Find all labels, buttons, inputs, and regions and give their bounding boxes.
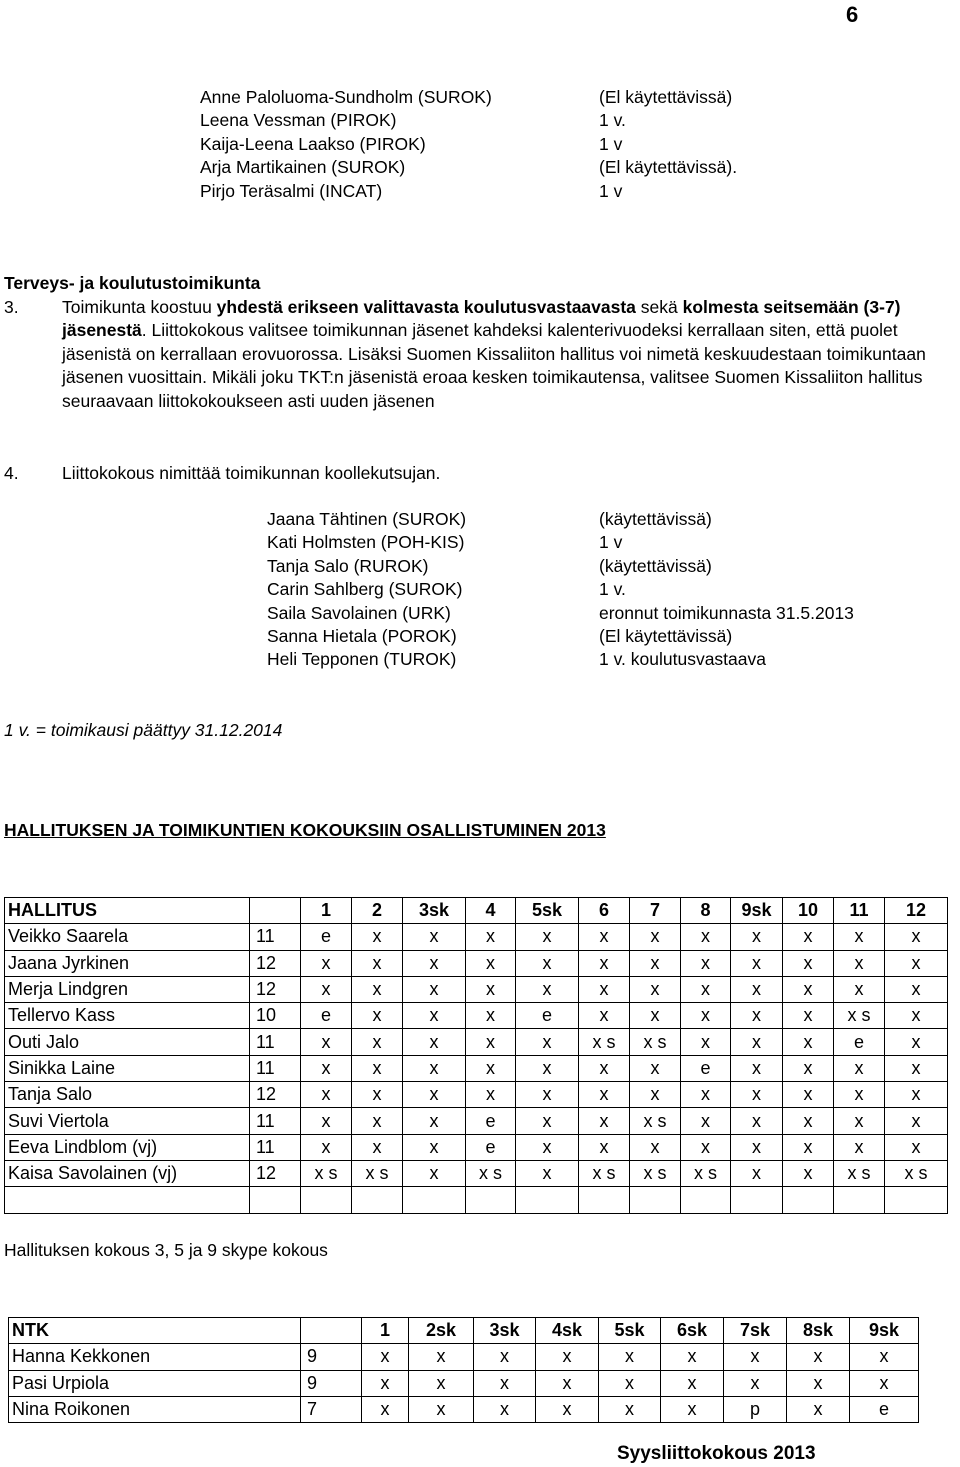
member-name-cell: Veikko Saarela	[5, 924, 250, 950]
attendance-cell: x	[403, 950, 466, 976]
attendance-cell: x	[885, 1108, 948, 1134]
table-header-row	[9, 1318, 919, 1344]
attendance-cell: e	[850, 1396, 919, 1422]
member-status: 1 v. koulutusvastaava	[599, 649, 766, 670]
attendance-cell: x	[403, 1029, 466, 1055]
attendance-cell: 7sk	[724, 1318, 787, 1344]
member-name-cell: Tellervo Kass	[5, 1003, 250, 1029]
member-name: Carin Sahlberg (SUROK)	[267, 579, 463, 600]
attendance-cell: x	[630, 924, 681, 950]
attendance-cell: x	[474, 1396, 536, 1422]
attendance-cell: x	[885, 950, 948, 976]
attendance-cell: x	[403, 1160, 466, 1186]
attendance-cell: x	[834, 1134, 885, 1160]
attendance-cell: x	[466, 924, 516, 950]
attendance-cell: e	[516, 1003, 579, 1029]
attendance-cell: p	[724, 1396, 787, 1422]
attendance-cell: e	[466, 1108, 516, 1134]
attendance-cell: x	[661, 1396, 724, 1422]
attendance-cell: x	[579, 950, 630, 976]
table-row	[5, 1160, 948, 1186]
attendance-cell: x	[661, 1370, 724, 1396]
attendance-cell: x	[885, 976, 948, 1002]
committee-member-list	[267, 508, 927, 672]
attendance-cell: 9sk	[731, 898, 783, 924]
member-name: Arja Martikainen (SUROK)	[200, 157, 406, 178]
attendance-cell: x	[834, 1108, 885, 1134]
page-number: 6	[846, 2, 859, 27]
item-4-number: 4.	[4, 463, 19, 483]
attendance-cell: x	[301, 1108, 352, 1134]
member-name: Heli Tepponen (TUROK)	[267, 649, 457, 670]
attendance-cell: x	[579, 1108, 630, 1134]
member-name: Sanna Hietala (POROK)	[267, 625, 457, 646]
attendance-cell: x	[783, 1108, 834, 1134]
member-name: Pirjo Teräsalmi (INCAT)	[200, 180, 383, 201]
member-row	[267, 578, 927, 601]
member-name-cell: Tanja Salo	[5, 1082, 250, 1108]
count-cell: 12	[250, 1160, 301, 1186]
attendance-cell: x	[516, 1160, 579, 1186]
attendance-cell	[885, 1187, 948, 1213]
term-note: 1 v. = toimikausi päättyy 31.12.2014	[4, 720, 283, 740]
attendance-cell: x s	[630, 1160, 681, 1186]
attendance-cell: x	[630, 1003, 681, 1029]
member-name: Tanja Salo (RUROK)	[267, 555, 429, 576]
skype-note: Hallituksen kokous 3, 5 ja 9 skype kokous	[4, 1240, 328, 1260]
attendance-cell: x	[599, 1370, 661, 1396]
attendance-cell: x	[681, 924, 731, 950]
attendance-cell: x s	[834, 1003, 885, 1029]
member-status: 1 v.	[599, 579, 626, 600]
member-status: (käytettävissä)	[599, 555, 712, 576]
count-cell: 12	[250, 976, 301, 1002]
attendance-cell: 4	[466, 898, 516, 924]
attendance-cell: 12	[885, 898, 948, 924]
member-name: Kati Holmsten (POH-KIS)	[267, 532, 465, 553]
count-cell	[250, 1187, 301, 1213]
attendance-cell: 9sk	[850, 1318, 919, 1344]
attendance-cell: x s	[834, 1160, 885, 1186]
attendance-cell: x	[362, 1344, 409, 1370]
attendance-cell: 8	[681, 898, 731, 924]
attendance-cell: x	[474, 1370, 536, 1396]
member-status: 1 v	[599, 532, 623, 553]
attendance-cell: x	[885, 1003, 948, 1029]
attendance-cell: x	[783, 1055, 834, 1081]
attendance-cell: x	[681, 950, 731, 976]
board-member-list	[200, 86, 820, 203]
attendance-cell	[579, 1187, 630, 1213]
count-cell	[250, 898, 301, 924]
committee-rules-paragraph: Toimikunta koostuu yhdestä erikseen valittavasta koulutusvastaavasta sekä kolmesta seitsemään (3-7) jäsenestä. Liittokokous valitsee toimikunnan jäsenet kahdeksi kalenterivuodeksi kerrallaan siten, että puolet jäsenistä on kerrallaan erovuorossa. Lisäksi Suomen Kissaliiton hallitus voi nimetä keskuudestaan toimikuntaan jäsenen vuosittain. Mikäli joku TKT:n jäsenistä eroaa kesken toimikautensa, valitsee Suomen Kissaliiton hallitus seuraavaan liittokokoukseen asti uuden jäsenen	[62, 297, 926, 411]
attendance-cell: x s	[630, 1108, 681, 1134]
member-name-cell	[5, 1187, 250, 1213]
attendance-cell: x	[516, 1055, 579, 1081]
attendance-cell: 10	[783, 898, 834, 924]
attendance-cell: x	[579, 1003, 630, 1029]
member-name: Anne Paloluoma-Sundholm (SUROK)	[200, 87, 492, 107]
hallitus-attendance-table	[4, 897, 948, 1214]
attendance-cell: x	[783, 1134, 834, 1160]
attendance-cell: x	[787, 1396, 850, 1422]
member-name-cell: Merja Lindgren	[5, 976, 250, 1002]
attendance-cell: x	[474, 1344, 536, 1370]
table-row	[5, 950, 948, 976]
count-cell: 11	[250, 1055, 301, 1081]
attendance-cell: e	[834, 1029, 885, 1055]
attendance-cell: x	[516, 1082, 579, 1108]
member-name: Leena Vessman (PIROK)	[200, 110, 397, 131]
member-status: (käytettävissä)	[599, 509, 712, 529]
attendance-cell: 7	[630, 898, 681, 924]
attendance-cell: e	[466, 1134, 516, 1160]
attendance-cell: x	[681, 1108, 731, 1134]
attendance-cell: x	[681, 1134, 731, 1160]
attendance-cell: x	[352, 1055, 403, 1081]
attendance-cell: x	[630, 1134, 681, 1160]
attendance-cell: x s	[630, 1029, 681, 1055]
attendance-cell	[352, 1187, 403, 1213]
attendance-cell: 2sk	[409, 1318, 474, 1344]
attendance-cell	[630, 1187, 681, 1213]
attendance-cell: x	[599, 1396, 661, 1422]
attendance-cell: x	[731, 924, 783, 950]
attendance-cell: x	[834, 950, 885, 976]
attendance-cell: x	[516, 1029, 579, 1055]
attendance-cell: x	[403, 976, 466, 1002]
attendance-cell: x	[352, 950, 403, 976]
member-row	[267, 508, 927, 531]
attendance-cell: x	[885, 1055, 948, 1081]
attendance-cell	[301, 1187, 352, 1213]
count-cell: 11	[250, 1108, 301, 1134]
attendance-cell: x	[681, 1029, 731, 1055]
count-cell: 12	[250, 1082, 301, 1108]
attendance-cell: x	[466, 1003, 516, 1029]
page-footer: Syysliittokokous 2013	[617, 1443, 816, 1464]
attendance-cell: 1	[301, 898, 352, 924]
attendance-cell: x s	[466, 1160, 516, 1186]
member-name-cell: Nina Roikonen	[9, 1396, 301, 1422]
attendance-cell: x	[681, 976, 731, 1002]
member-row	[200, 180, 820, 203]
attendance-cell: x	[850, 1370, 919, 1396]
count-cell: 7	[301, 1396, 362, 1422]
member-row	[200, 109, 820, 132]
member-name-cell: Jaana Jyrkinen	[5, 950, 250, 976]
attendance-cell: x	[301, 950, 352, 976]
attendance-cell: x	[409, 1344, 474, 1370]
count-cell: 11	[250, 1134, 301, 1160]
attendance-cell: x	[885, 924, 948, 950]
member-row	[267, 602, 927, 625]
attendance-cell	[783, 1187, 834, 1213]
member-status: (El käytettävissä)	[599, 87, 733, 107]
count-cell: 9	[301, 1370, 362, 1396]
member-status: 1 v	[599, 180, 623, 201]
attendance-cell: x	[661, 1344, 724, 1370]
member-name-cell: Kaisa Savolainen (vj)	[5, 1160, 250, 1186]
attendance-cell: x	[403, 924, 466, 950]
attendance-cell: x	[834, 1082, 885, 1108]
attendance-cell: x	[834, 924, 885, 950]
attendance-cell: x	[731, 976, 783, 1002]
count-cell: 12	[250, 950, 301, 976]
member-name-cell: Outi Jalo	[5, 1029, 250, 1055]
attendance-cell: x	[403, 1134, 466, 1160]
attendance-cell: x	[885, 1029, 948, 1055]
attendance-cell: x	[466, 976, 516, 1002]
attendance-cell: x	[579, 1082, 630, 1108]
attendance-cell: 1	[362, 1318, 409, 1344]
attendance-cell: x	[403, 1108, 466, 1134]
attendance-cell: x	[885, 1134, 948, 1160]
attendance-cell: x	[731, 1108, 783, 1134]
attendance-cell: x	[731, 1055, 783, 1081]
member-row	[200, 156, 820, 179]
attendance-cell: x	[724, 1370, 787, 1396]
attendance-cell: x	[724, 1344, 787, 1370]
table-row	[5, 1029, 948, 1055]
attendance-cell: x	[599, 1344, 661, 1370]
attendance-cell: 11	[834, 898, 885, 924]
attendance-cell: x	[301, 1134, 352, 1160]
count-cell: 9	[301, 1344, 362, 1370]
attendance-cell: x	[536, 1344, 599, 1370]
attendance-cell: x	[630, 1082, 681, 1108]
attendance-cell: x	[352, 1003, 403, 1029]
member-row	[267, 648, 927, 671]
attendance-cell	[731, 1187, 783, 1213]
attendance-cell: 8sk	[787, 1318, 850, 1344]
attendance-cell: x	[787, 1344, 850, 1370]
member-name-cell: Suvi Viertola	[5, 1108, 250, 1134]
attendance-cell: x	[783, 1029, 834, 1055]
section-heading: HALLITUKSEN JA TOIMIKUNTIEN KOKOUKSIIN OSALLISTUMINEN 2013	[4, 820, 606, 840]
attendance-cell: x	[731, 1029, 783, 1055]
attendance-cell: x	[834, 976, 885, 1002]
member-name-cell: Eeva Lindblom (vj)	[5, 1134, 250, 1160]
attendance-cell: x	[466, 1082, 516, 1108]
attendance-cell: x	[536, 1396, 599, 1422]
attendance-cell: x	[731, 1134, 783, 1160]
member-name: Jaana Tähtinen (SUROK)	[267, 509, 467, 529]
item-4-text: Liittokokous nimittää toimikunnan koollekutsujan.	[62, 463, 441, 483]
attendance-cell: x	[301, 1055, 352, 1081]
attendance-cell: 3sk	[474, 1318, 536, 1344]
attendance-cell: x	[516, 950, 579, 976]
attendance-cell: x	[403, 1082, 466, 1108]
attendance-cell: x	[783, 1082, 834, 1108]
table-row	[5, 924, 948, 950]
attendance-cell: x	[579, 976, 630, 1002]
member-name-cell: Sinikka Laine	[5, 1055, 250, 1081]
attendance-cell: x	[536, 1370, 599, 1396]
attendance-cell: x s	[301, 1160, 352, 1186]
attendance-cell: x	[352, 1108, 403, 1134]
attendance-cell: x	[783, 1003, 834, 1029]
attendance-cell: x	[516, 1108, 579, 1134]
attendance-cell: x	[466, 1055, 516, 1081]
count-cell: 11	[250, 924, 301, 950]
table-title-cell: HALLITUS	[5, 898, 250, 924]
attendance-cell: x s	[885, 1160, 948, 1186]
member-row	[267, 625, 927, 648]
table-row	[9, 1396, 919, 1422]
attendance-cell: x	[681, 1003, 731, 1029]
attendance-cell: x	[579, 1055, 630, 1081]
attendance-cell: x	[783, 1160, 834, 1186]
attendance-cell: x	[579, 1134, 630, 1160]
attendance-cell: x s	[681, 1160, 731, 1186]
table-row	[5, 1055, 948, 1081]
attendance-cell: x	[783, 976, 834, 1002]
attendance-cell: x	[516, 1134, 579, 1160]
attendance-cell: x	[787, 1370, 850, 1396]
table-row	[5, 1108, 948, 1134]
member-row	[200, 86, 820, 109]
table-row	[9, 1370, 919, 1396]
table-row	[5, 1134, 948, 1160]
ntk-attendance-table	[8, 1317, 919, 1423]
committee-title: Terveys- ja koulutustoimikunta	[4, 273, 261, 293]
attendance-cell: e	[681, 1055, 731, 1081]
member-name-cell: Pasi Urpiola	[9, 1370, 301, 1396]
attendance-cell: x	[834, 1055, 885, 1081]
member-row	[267, 531, 927, 554]
attendance-cell: x	[352, 924, 403, 950]
attendance-cell: 6sk	[661, 1318, 724, 1344]
attendance-cell: x s	[352, 1160, 403, 1186]
attendance-cell: x	[362, 1396, 409, 1422]
attendance-cell: x	[403, 1055, 466, 1081]
attendance-cell	[466, 1187, 516, 1213]
attendance-cell: 3sk	[403, 898, 466, 924]
attendance-cell	[516, 1187, 579, 1213]
table-header-row	[5, 898, 948, 924]
attendance-cell: x	[409, 1396, 474, 1422]
attendance-cell	[681, 1187, 731, 1213]
attendance-cell: x	[850, 1344, 919, 1370]
count-cell: 10	[250, 1003, 301, 1029]
member-name: Kaija-Leena Laakso (PIROK)	[200, 133, 426, 154]
attendance-cell: 6	[579, 898, 630, 924]
member-status: 1 v.	[599, 110, 626, 131]
member-name: Saila Savolainen (URK)	[267, 602, 451, 623]
attendance-cell: x	[681, 1082, 731, 1108]
count-cell	[301, 1318, 362, 1344]
attendance-cell: x	[630, 1055, 681, 1081]
member-status: (El käytettävissä)	[599, 625, 733, 646]
attendance-cell: e	[301, 924, 352, 950]
attendance-cell: x	[731, 1003, 783, 1029]
attendance-cell: x	[403, 1003, 466, 1029]
table-title-cell: NTK	[9, 1318, 301, 1344]
table-row	[5, 1187, 948, 1213]
attendance-cell: x	[301, 1082, 352, 1108]
attendance-cell: x	[885, 1082, 948, 1108]
attendance-cell: x	[466, 950, 516, 976]
member-name-cell: Hanna Kekkonen	[9, 1344, 301, 1370]
attendance-cell: x	[630, 976, 681, 1002]
attendance-cell: x	[352, 1029, 403, 1055]
attendance-cell: 5sk	[516, 898, 579, 924]
attendance-cell: x	[352, 1134, 403, 1160]
attendance-cell: x	[731, 950, 783, 976]
attendance-cell: x	[352, 1082, 403, 1108]
member-status: (El käytettävissä).	[599, 157, 738, 178]
attendance-cell: x	[352, 976, 403, 1002]
attendance-cell: x	[362, 1370, 409, 1396]
table-row	[5, 976, 948, 1002]
attendance-cell	[403, 1187, 466, 1213]
attendance-cell	[834, 1187, 885, 1213]
attendance-cell: 2	[352, 898, 403, 924]
attendance-cell: x	[466, 1029, 516, 1055]
attendance-cell: x	[783, 924, 834, 950]
table-row	[9, 1344, 919, 1370]
attendance-cell: x	[731, 1082, 783, 1108]
attendance-cell: x	[516, 976, 579, 1002]
table-row	[5, 1082, 948, 1108]
attendance-cell: x	[731, 1160, 783, 1186]
attendance-cell: x	[579, 924, 630, 950]
member-status: 1 v	[599, 133, 623, 154]
attendance-cell: x	[301, 1029, 352, 1055]
attendance-cell: x	[783, 950, 834, 976]
attendance-cell: e	[301, 1003, 352, 1029]
attendance-cell: 4sk	[536, 1318, 599, 1344]
attendance-cell: x	[301, 976, 352, 1002]
attendance-cell: x	[630, 950, 681, 976]
table-row	[5, 1003, 948, 1029]
count-cell: 11	[250, 1029, 301, 1055]
item-3-number: 3.	[4, 297, 19, 317]
member-row	[267, 555, 927, 578]
member-row	[200, 133, 820, 156]
attendance-cell: x	[516, 924, 579, 950]
attendance-cell: x s	[579, 1029, 630, 1055]
member-status: eronnut toimikunnasta 31.5.2013	[599, 602, 854, 623]
attendance-cell: 5sk	[599, 1318, 661, 1344]
attendance-cell: x s	[579, 1160, 630, 1186]
attendance-cell: x	[409, 1370, 474, 1396]
